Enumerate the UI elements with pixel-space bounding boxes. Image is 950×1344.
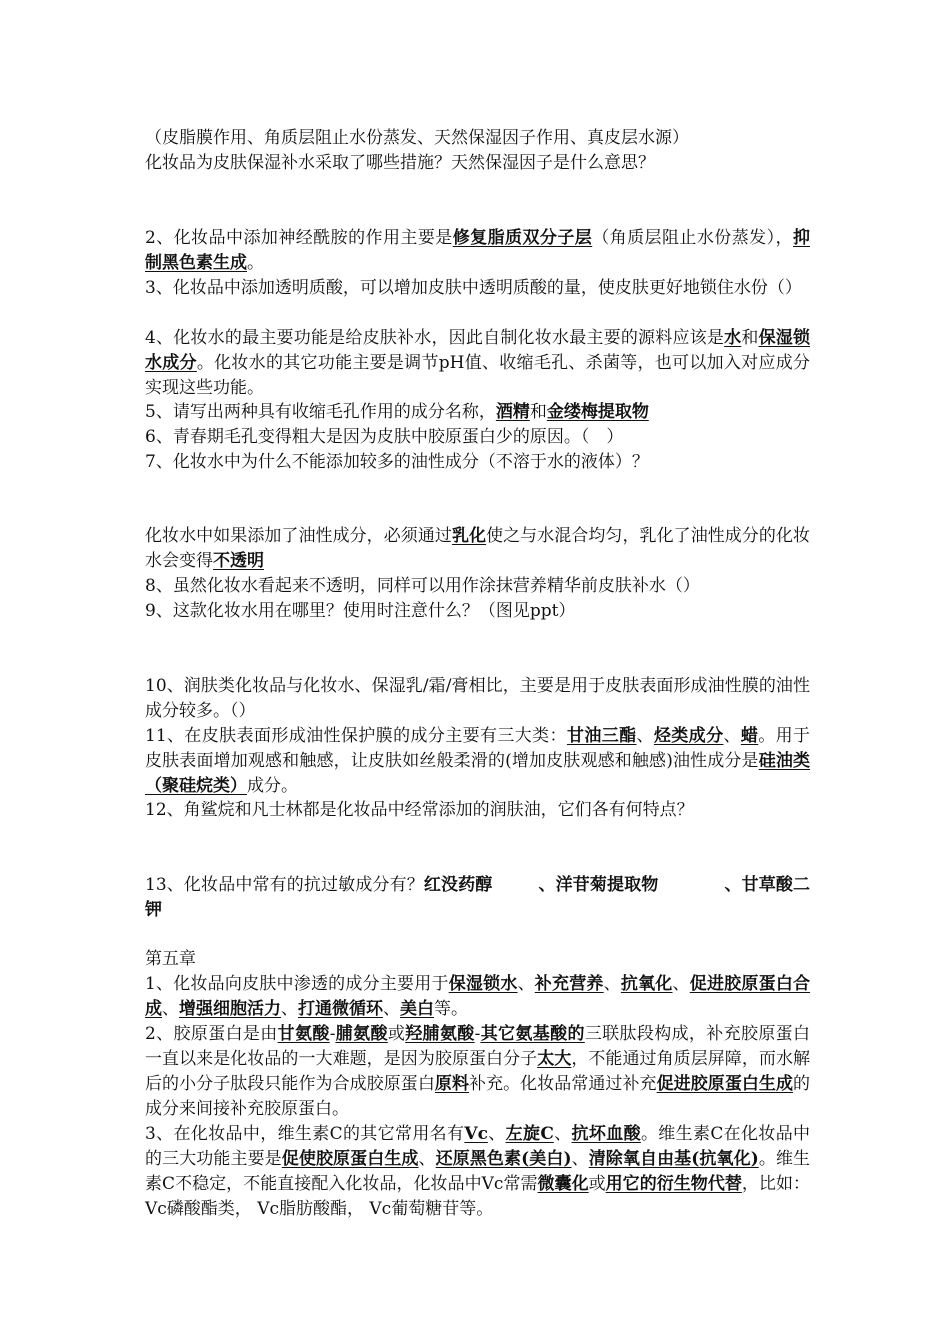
answer: 其它氨基酸的 (480, 1024, 585, 1044)
answer: 原料 (434, 1074, 470, 1094)
q8: 8、虽然化妆水看起来不透明，同样可以用作涂抹营养精华前皮肤补水（） (145, 576, 700, 596)
answer: 蜡 (740, 726, 759, 746)
q1-question: 化妆品为皮肤保湿补水采取了哪些措施？天然保湿因子是什么意思？ (145, 153, 655, 173)
answer: 太大 (537, 1049, 572, 1069)
q10: 10、润肤类化妆品与化妆水、保湿乳/霜/膏相比，主要是用于皮肤表面形成油性膜的油性成分较多。（） (145, 676, 810, 721)
answer: 美白 (400, 999, 434, 1019)
answer: 打通微循环 (298, 999, 383, 1019)
answer: 保湿锁水成分 (145, 328, 811, 373)
answer: 不透明 (213, 551, 264, 571)
answer: 修复脂质双分子层 (452, 228, 593, 248)
c3: 3、在化妆品中，维生素C的其它常用名有Vc、左旋C、抗坏血酸。维生素C在化妆品中的三大功能主要是促使胶原蛋白生成、还原黑色素(美白)、清除氧自由基(抗氧化)。维生素C不稳定，不能直接配入化妆品，化妆品中Vc常需微囊化或用它的衍生物代替，比如： Vc磷酸酯类， Vc脂肪酸酯， Vc葡萄糖苷等。 (145, 1124, 811, 1219)
answer: 用它的衍生物代替 (605, 1174, 742, 1194)
q1-note: （皮脂膜作用、角质层阻止水份蒸发、天然保湿因子作用、真皮层水源） (145, 128, 689, 148)
q12: 12、角鲨烷和凡士林都是化妆品中经常添加的润肤油，它们各有何特点？ (145, 800, 694, 820)
answer: 羟脯氨酸 (405, 1024, 475, 1044)
answer: 金缕梅提取物 (546, 402, 649, 422)
answer: 乳化 (451, 526, 487, 546)
answer: 、洋苷菊提取物 (538, 875, 659, 895)
answer: 还原黑色素(美白) (435, 1149, 572, 1169)
q3: 3、化妆品中添加透明质酸，可以增加皮肤中透明质酸的量，使皮肤更好地锁住水份（） (145, 278, 802, 298)
answer: 清除氧自由基(抗氧化) (588, 1149, 759, 1169)
answer: 左旋C (505, 1124, 554, 1144)
q9: 9、这款化妆水用在哪里？使用时注意什么？（图见ppt） (145, 601, 576, 621)
answer: 、甘草酸二钾 (145, 875, 810, 920)
answer: 促使胶原蛋白生成 (281, 1149, 419, 1169)
q7: 7、化妆水中为什么不能添加较多的油性成分（不溶于水的液体）？ (145, 452, 649, 472)
answer: 抗坏血酸 (571, 1124, 641, 1144)
answer: 补充营养 (534, 974, 604, 994)
c2: 2、胶原蛋白是由甘氨酸-脯氨酸或羟脯氨酸-其它氨基酸的三联肽段构成，补充胶原蛋白一直以来是化妆品的一大难题，是因为胶原蛋白分子太大，不能通过角质层屏障，而水解后的小分子肽段只能作为合成胶原蛋白原料补充。化妆品常通过补充促进胶原蛋白生成的成分来间接补充胶原蛋白。 (145, 1024, 811, 1119)
chapter-heading: 第五章 (145, 949, 196, 969)
q5: 5、请写出两种具有收缩毛孔作用的成分名称，酒精和金缕梅提取物 (145, 402, 649, 422)
answer: 甘氨酸 (277, 1024, 330, 1044)
answer: 抗氧化 (620, 974, 673, 994)
answer: 抑制黑色素生成 (145, 228, 810, 273)
answer: 酒精 (495, 402, 530, 422)
answer: 保湿锁水 (448, 974, 518, 994)
answer: 促进胶原蛋白生成 (656, 1074, 794, 1094)
q13: 13、化妆品中常有的抗过敏成分有？红没药醇 、洋苷菊提取物 、甘草酸二钾 (145, 875, 810, 920)
answer: 烃类成分 (653, 726, 724, 746)
answer: 促进胶原蛋白合成 (145, 974, 811, 1019)
c1: 1、化妆品向皮肤中渗透的成分主要用于保湿锁水、补充营养、抗氧化、促进胶原蛋白合成、增强细胞活力、打通微循环、美白等。 (145, 974, 811, 1019)
answer: 水 (724, 328, 742, 348)
q4: 4、化妆水的最主要功能是给皮肤补水，因此自制化妆水最主要的源料应该是水和保湿锁水成分。化妆水的其它功能主要是调节pH值、收缩毛孔、杀菌等，也可以加入对应成分实现这些功能。 (145, 328, 811, 398)
answer: 脯氨酸 (335, 1024, 388, 1044)
answer: 增强细胞活力 (179, 999, 281, 1019)
answer: 微囊化 (537, 1174, 589, 1194)
answer: 甘油三酯 (566, 726, 637, 746)
q7-answer: 化妆水中如果添加了油性成分，必须通过乳化使之与水混合均匀，乳化了油性成分的化妆水会变得不透明 (145, 526, 811, 571)
q6: 6、青春期毛孔变得粗大是因为皮肤中胶原蛋白少的原因。（ ） (145, 427, 624, 447)
q2: 2、化妆品中添加神经酰胺的作用主要是修复脂质双分子层（角质层阻止水份蒸发），抑制黑色素生成。 (145, 228, 810, 273)
answer: Vc (464, 1124, 488, 1144)
answer: 红没药醇 (423, 875, 493, 895)
answer: 硅油类（聚硅烷类） (145, 751, 811, 796)
q11: 11、在皮肤表面形成油性保护膜的成分主要有三大类：甘油三酯、烃类成分、蜡。用于皮肤表面增加观感和触感，让皮肤如丝般柔滑的(增加皮肤观感和触感)油性成分是硅油类（聚硅烷类）成分。 (145, 726, 811, 796)
